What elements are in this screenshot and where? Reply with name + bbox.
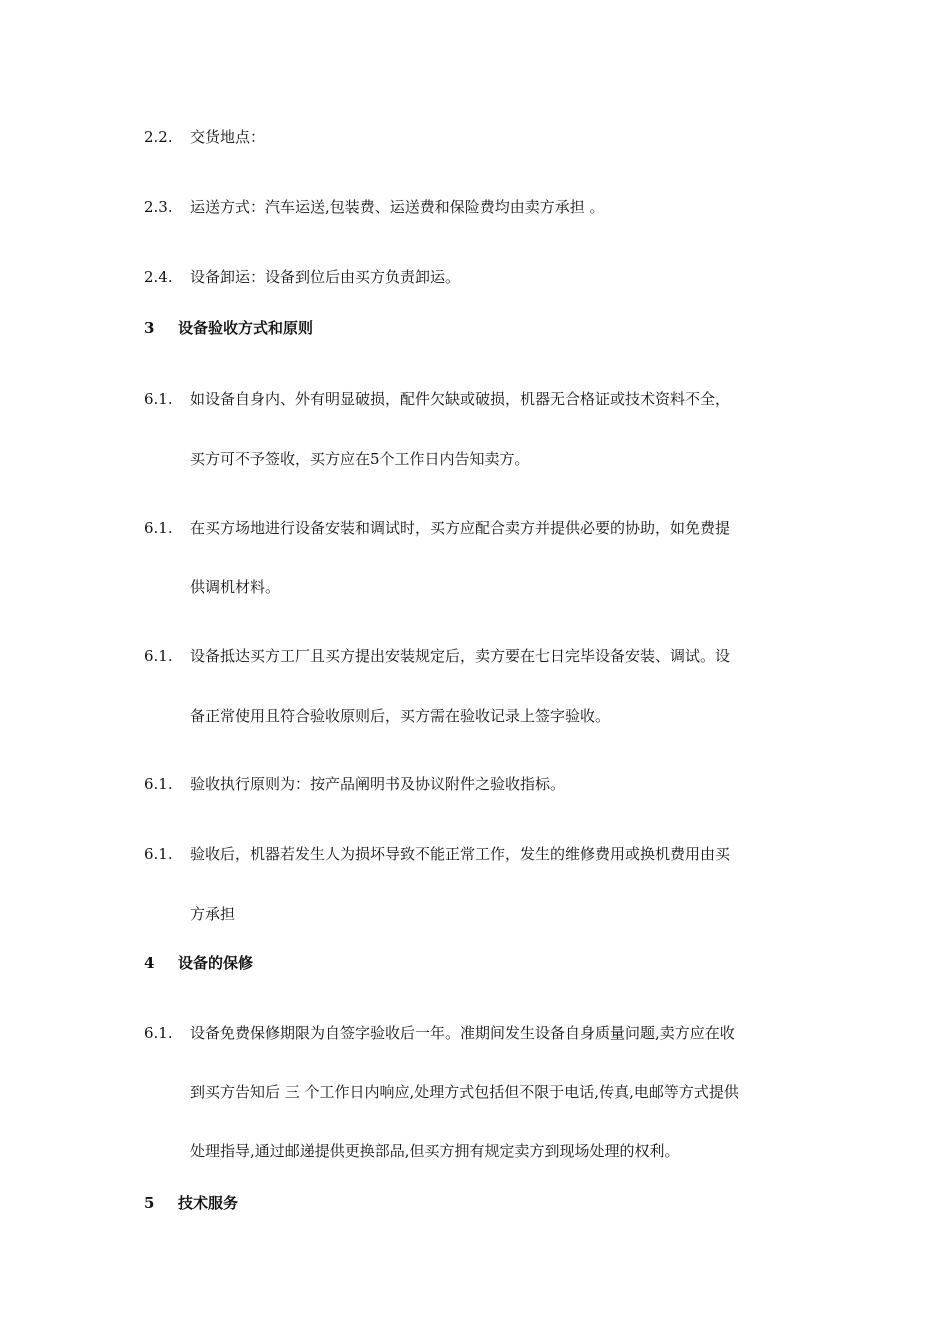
section-title: 技术服务 [178,1194,239,1212]
item-number: 6.1. [144,519,173,537]
section-number: 5 [144,1194,155,1212]
item-text: 供调机材料。 [190,578,281,596]
section-title: 设备验收方式和原则 [178,319,314,337]
item-text: 到买方告知后 三 个工作日内响应,处理方式包括但不限于电话,传真,电邮等方式提供 [190,1083,739,1101]
section-title: 设备的保修 [178,954,254,972]
item-number: 6.1. [144,775,173,793]
section-number: 3 [144,319,155,337]
item-text: 验收执行原则为：按产品阐明书及协议附件之验收指标。 [190,775,566,793]
item-text: 交货地点： [190,128,266,146]
item-text: 方承担 [190,905,236,923]
item-number: 6.1. [144,845,173,863]
item-number: 2.4. [144,268,173,286]
item-number: 2.2. [144,128,173,146]
item-text: 备正常使用且符合验收原则后，买方需在验收记录上签字验收。 [190,707,611,725]
item-text: 设备免费保修期限为自签字验收后一年。准期间发生设备自身质量问题,卖方应在收 [190,1024,735,1042]
item-text: 验收后，机器若发生人为损坏导致不能正常工作，发生的维修费用或换机费用由买 [190,845,731,863]
item-number: 6.1. [144,390,173,408]
item-number: 2.3. [144,198,173,216]
item-number: 6.1. [144,647,173,665]
item-text: 设备抵达买方工厂且买方提出安装规定后，卖方要在七日完毕设备安装、调试。设 [190,647,731,665]
item-text: 在买方场地进行设备安装和调试时，买方应配合卖方并提供必要的协助，如免费提 [190,519,731,537]
item-text: 处理指导,通过邮递提供更换部品,但买方拥有规定卖方到现场处理的权利。 [190,1142,680,1160]
item-text: 设备卸运：设备到位后由买方负责卸运。 [190,268,461,286]
item-text: 运送方式：汽车运送,包装费、运送费和保险费均由卖方承担 。 [190,198,605,216]
item-number: 6.1. [144,1024,173,1042]
section-number: 4 [144,954,155,972]
item-text: 买方可不予签收，买方应在5个工作日内告知卖方。 [190,450,530,468]
item-text: 如设备自身内、外有明显破损，配件欠缺或破损，机器无合格证或技术资料不全， [190,390,731,408]
